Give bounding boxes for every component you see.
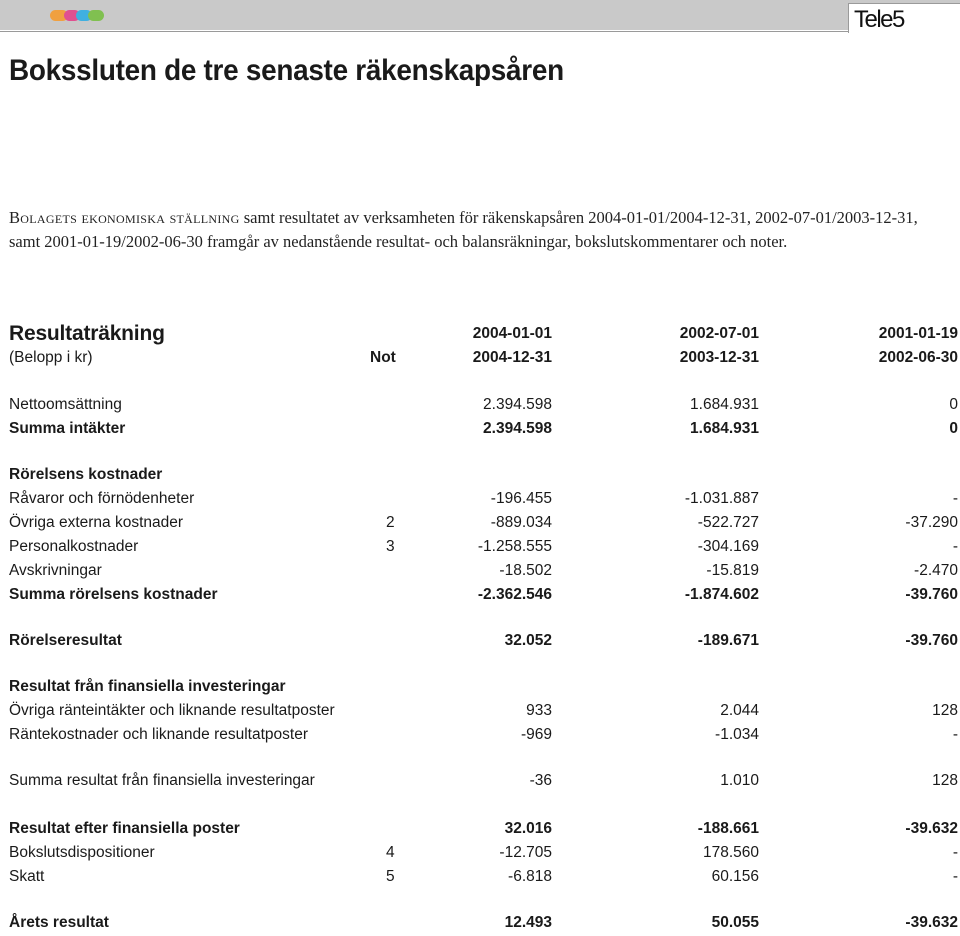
table-row xyxy=(0,632,960,654)
row-value-2003: 178.560 xyxy=(702,844,759,861)
row-label: Summa resultat från finansiella investeringar xyxy=(9,772,315,789)
row-value-2002: -39.760 xyxy=(905,632,958,649)
row-value-2004: -18.502 xyxy=(499,562,552,579)
row-value-2004: 2.394.598 xyxy=(483,420,552,437)
row-value-2002: - xyxy=(952,844,958,861)
row-value-2003: -1.034 xyxy=(715,726,759,743)
row-value-2003: -188.661 xyxy=(697,820,759,837)
table-header-row-1 xyxy=(0,322,960,352)
row-value-2004: 32.016 xyxy=(504,820,552,837)
intro-text: samt resultatet av verksamheten för räkenskapsåren 2004-01-01/2004-12-31, 2002-07-01/2003-12-31, samt 2001-01-19/2002-06-30 framgår av nedanstående resultat- och balansräkningar, bokslutskommentarer och noter. xyxy=(9,208,918,251)
row-value-2004: -12.705 xyxy=(499,844,552,861)
table-row xyxy=(0,514,960,536)
row-note: 4 xyxy=(386,844,395,861)
row-note: 2 xyxy=(386,514,395,531)
table-subheading: (Belopp i kr) xyxy=(9,349,93,366)
row-value-2004: -36 xyxy=(529,772,552,789)
period-to-3: 2002-06-30 xyxy=(878,349,958,366)
row-value-2004: -6.818 xyxy=(508,868,552,885)
row-note: 5 xyxy=(386,868,395,885)
table-row xyxy=(0,820,960,842)
row-value-2004: -889.034 xyxy=(490,514,552,531)
table-header-row-2 xyxy=(0,349,960,371)
row-value-2002: -37.290 xyxy=(905,514,958,531)
row-value-2004: -2.362.546 xyxy=(477,586,552,603)
table-heading: Resultaträkning xyxy=(9,322,165,345)
intro-smallcaps: Bolagets ekonomiska ställning xyxy=(9,208,240,227)
row-value-2002: - xyxy=(952,538,958,555)
table-row xyxy=(0,538,960,560)
page-title: Bokssluten de tre senaste räkenskapsåren xyxy=(9,54,564,87)
row-value-2002: 128 xyxy=(932,772,958,789)
period-to-1: 2004-12-31 xyxy=(472,349,552,366)
row-value-2002: - xyxy=(952,490,958,507)
table-row xyxy=(0,914,960,936)
top-bar xyxy=(0,0,960,36)
table-row xyxy=(0,466,960,488)
brand-box xyxy=(848,3,960,33)
row-value-2004: 2.394.598 xyxy=(483,396,552,413)
row-label: Nettoomsättning xyxy=(9,396,122,413)
row-label: Råvaror och förnödenheter xyxy=(9,490,195,507)
partner-logo xyxy=(50,7,108,23)
table-row xyxy=(0,562,960,584)
table-row xyxy=(0,420,960,442)
row-label: Avskrivningar xyxy=(9,562,102,579)
row-value-2002: -2.470 xyxy=(914,562,958,579)
row-value-2004: 933 xyxy=(526,702,552,719)
row-value-2002: -39.760 xyxy=(905,586,958,603)
row-label: Övriga ränteintäkter och liknande resultatposter xyxy=(9,702,335,719)
row-value-2002: - xyxy=(952,726,958,743)
row-value-2003: -15.819 xyxy=(706,562,759,579)
row-value-2003: -1.031.887 xyxy=(684,490,759,507)
row-label: Resultat från finansiella investeringar xyxy=(9,678,286,695)
period-from-3: 2001-01-19 xyxy=(878,325,958,342)
header-divider xyxy=(0,31,960,32)
period-from-1: 2004-01-01 xyxy=(472,325,552,342)
row-label: Resultat efter finansiella poster xyxy=(9,820,240,837)
row-value-2002: 0 xyxy=(949,420,958,437)
table-row xyxy=(0,702,960,724)
row-label: Räntekostnader och liknande resultatposter xyxy=(9,726,308,743)
row-label: Summa intäkter xyxy=(9,420,126,437)
row-label: Rörelsens kostnader xyxy=(9,466,163,483)
table-row xyxy=(0,868,960,890)
table-row xyxy=(0,678,960,700)
table-row xyxy=(0,396,960,418)
intro-paragraph xyxy=(9,206,929,254)
row-value-2002: -39.632 xyxy=(905,914,958,931)
row-value-2003: -1.874.602 xyxy=(684,586,759,603)
row-label: Personalkostnader xyxy=(9,538,139,555)
period-from-2: 2002-07-01 xyxy=(679,325,759,342)
row-value-2003: 1.010 xyxy=(720,772,759,789)
row-label: Bokslutsdispositioner xyxy=(9,844,155,861)
row-value-2003: -189.671 xyxy=(697,632,759,649)
brand-logo: Tele5 xyxy=(854,6,904,33)
row-value-2002: 0 xyxy=(949,396,958,413)
row-note: 3 xyxy=(386,538,395,555)
row-label: Årets resultat xyxy=(9,914,109,931)
row-value-2002: -39.632 xyxy=(905,820,958,837)
row-value-2004: 32.052 xyxy=(504,632,552,649)
row-value-2003: 1.684.931 xyxy=(690,396,759,413)
row-value-2004: -1.258.555 xyxy=(477,538,552,555)
table-row xyxy=(0,772,960,794)
row-value-2003: 60.156 xyxy=(711,868,759,885)
table-row xyxy=(0,844,960,866)
row-label: Rörelseresultat xyxy=(9,632,122,649)
table-row xyxy=(0,726,960,748)
table-row xyxy=(0,490,960,512)
table-row xyxy=(0,586,960,608)
row-value-2003: 50.055 xyxy=(711,914,759,931)
row-value-2003: 1.684.931 xyxy=(690,420,759,437)
row-value-2003: -304.169 xyxy=(697,538,759,555)
row-value-2002: - xyxy=(952,868,958,885)
row-value-2004: -969 xyxy=(520,726,552,743)
row-label: Summa rörelsens kostnader xyxy=(9,586,218,603)
row-label: Skatt xyxy=(9,868,45,885)
header-strip xyxy=(0,0,960,30)
row-label: Övriga externa kostnader xyxy=(9,514,184,531)
period-to-2: 2003-12-31 xyxy=(679,349,759,366)
row-value-2004: -196.455 xyxy=(490,490,552,507)
row-value-2003: -522.727 xyxy=(697,514,759,531)
row-value-2003: 2.044 xyxy=(720,702,759,719)
not-column-header: Not xyxy=(370,349,396,366)
row-value-2002: 128 xyxy=(932,702,958,719)
row-value-2004: 12.493 xyxy=(504,914,552,931)
